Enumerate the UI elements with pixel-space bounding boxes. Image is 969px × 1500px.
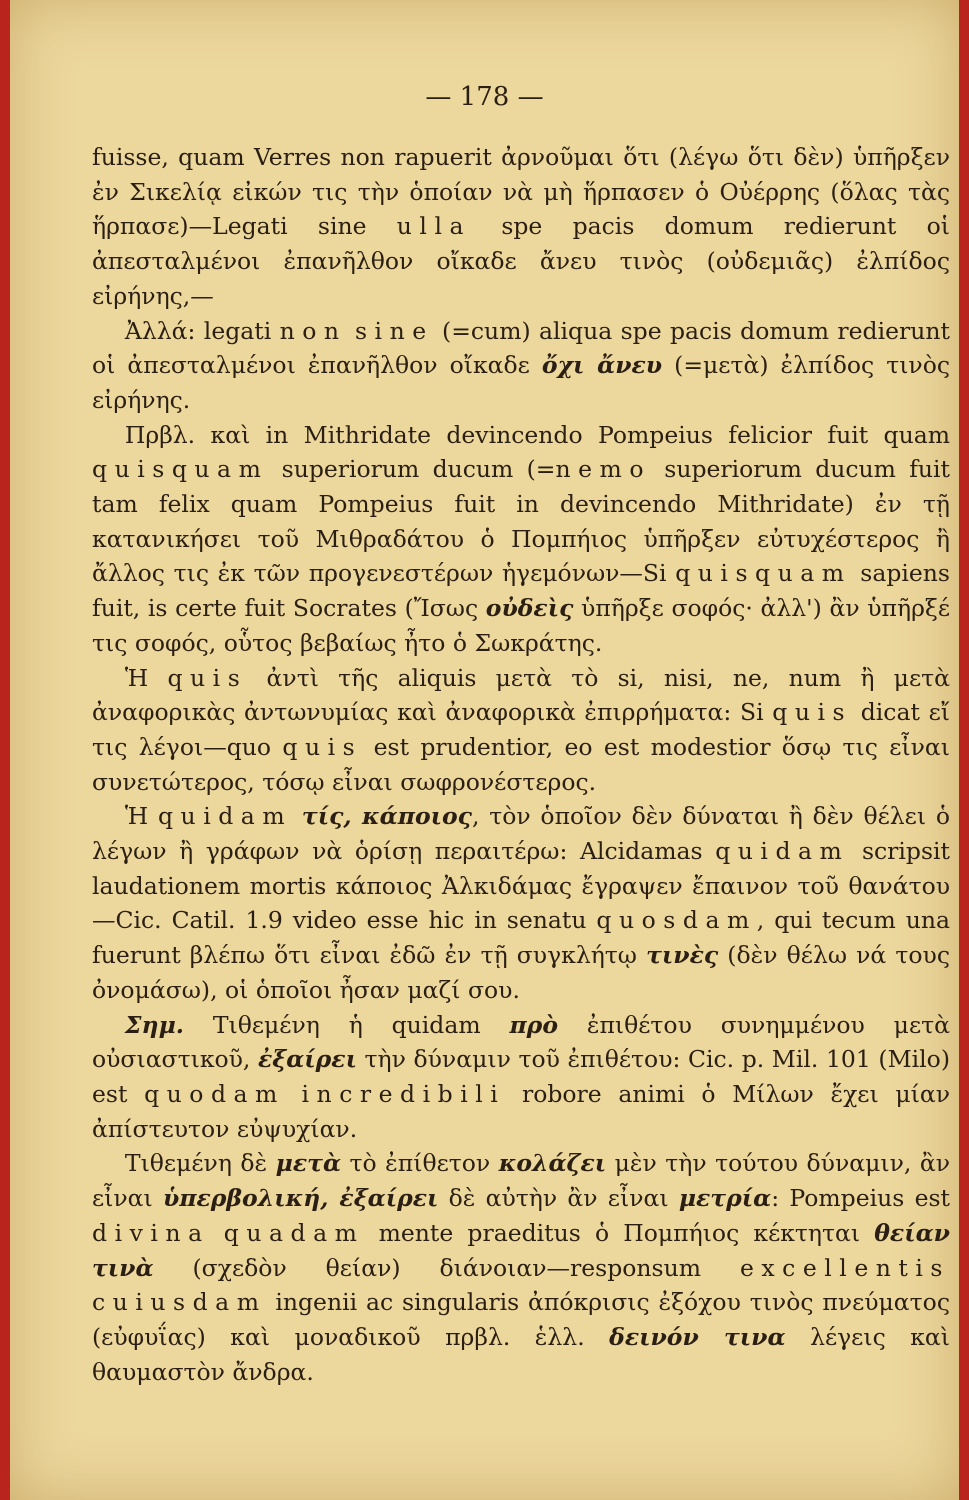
emphasized-greek-term: δεινόν τινα <box>609 1322 786 1351</box>
book-page <box>10 0 959 1500</box>
text-segment: τὴν δύναμιν τοῦ ἐπιθέτου: Cic. p. Mil. 101 (Milo) est <box>92 1045 950 1108</box>
emphasized-greek-term: κολάζει <box>498 1149 607 1178</box>
spaced-latin-term: excellentis <box>739 1253 950 1282</box>
text-segment: sapiens fuit, is certe fuit Socrates (Ἴσως <box>92 559 950 623</box>
spaced-latin-term: quodam <box>144 1079 285 1108</box>
spaced-latin-term: non <box>279 316 347 345</box>
spaced-latin-term: quidam <box>157 802 293 831</box>
spaced-latin-term: cuiusdam <box>92 1288 267 1317</box>
paragraph <box>92 1008 950 1147</box>
text-segment: superiorum ducum (= <box>268 455 556 484</box>
spaced-latin-term: divina <box>92 1218 210 1247</box>
emphasized-greek-term: μετὰ <box>275 1149 342 1178</box>
spaced-latin-term: quisquam <box>675 559 852 588</box>
paragraph <box>92 661 950 800</box>
emphasized-greek-term: τίς, κάποιος <box>301 802 472 831</box>
page-number: — 178 — <box>425 82 544 112</box>
spaced-latin-term: quis <box>772 698 853 727</box>
text-segment: ἐπιθέτου συνημμένου μετὰ οὐσιαστικοῦ, <box>92 1010 950 1074</box>
text-segment: (δὲν θέλω νά τους ὀνομάσω), οἱ ὁποῖοι ἦσαν μαζί σου. <box>92 941 950 1004</box>
paragraph <box>92 799 950 1007</box>
emphasized-greek-term: τινὲς <box>646 941 719 970</box>
spaced-latin-term: quis <box>282 732 363 761</box>
text-segment: (σχεδὸν θείαν) διάνοιαν—responsum <box>153 1253 740 1282</box>
text-segment <box>285 1080 302 1108</box>
text-segment: ἀντὶ τῆς aliquis μετὰ τὸ si, nisi, ne, num ἢ μετὰ ἀναφορικὰς ἀντωνυμίας καὶ ἀναφορικὰ ἐπιρρήματα: Si <box>92 663 950 727</box>
text-segment: spe pacis domum redierunt οἱ ἀπεσταλμένοι ἐπανῆλθον οἴκαδε ἄνευ τινὸς (οὐδεμιᾶς) ἐλπίδος εἰρήνης,— <box>92 212 950 310</box>
text-segment: λέγεις καὶ θαυμαστὸν ἄνδρα. <box>92 1322 951 1386</box>
emphasized-greek-term: οὐδεὶς <box>485 594 574 623</box>
emphasized-greek-term: ὑπερβολική, ἐξαίρει <box>163 1184 439 1213</box>
text-segment <box>210 1219 224 1247</box>
text-segment: τὸ ἐπίθετον <box>341 1149 499 1178</box>
paragraph <box>92 1146 950 1389</box>
text-segment: (=cum) aliqua spe pacis domum redierunt οἱ ἀπεσταλμένοι ἐπανῆλθον οἴκαδε <box>92 316 950 380</box>
spaced-latin-term: sine <box>354 316 434 345</box>
text-segment: , τὸν ὁποῖον δὲν δύναται ἢ δὲν θέλει ὁ λέγων ἢ γράφων νὰ ὁρίσῃ περαιτέρω: Alcidamas <box>92 802 950 866</box>
paragraph <box>92 140 950 314</box>
spaced-latin-term: nemo <box>555 455 652 484</box>
text-segment: ὑπῆρξε σοφός· ἀλλ') ἂν ὑπῆρξέ τις σοφός, οὗτος βεβαίως ἦτο ὁ Σωκράτης. <box>92 594 951 657</box>
text-segment: (=μετὰ) ἐλπίδος τινὸς εἰρήνης. <box>92 351 950 414</box>
text-segment: superiorum ducum fuit tam felix quam Pompeius fuit in devincendo Mithridate) ἐν τῇ κατανικήσει τοῦ Μιθραδάτου ὁ Πομπήιος ὑπῆρξεν εὐτυχέστερος ἢ ἄλλος τις ἐκ τῶν προγενεστέρων ἡγεμόνων—Si <box>92 455 950 588</box>
text-segment: Ἀλλά: legati <box>124 316 280 345</box>
text-segment: Πρβλ. καὶ in Mithridate devincendo Pompeius felicior fuit quam <box>124 420 950 449</box>
spaced-latin-term: incredibili <box>301 1079 506 1108</box>
text-segment: Τιθεμένη ἡ quidam <box>183 1010 510 1039</box>
spaced-latin-term: ulla <box>396 212 472 241</box>
text-segment: μὲν τὴν τούτου δύναμιν, ἂν εἶναι <box>92 1149 950 1213</box>
text-segment: fuisse, quam Verres non rapuerit ἀρνοῦμαι ὅτι (λέγω ὅτι δὲν) ὑπῆρξεν ἐν Σικελίᾳ εἰκών τις τὴν ὁποίαν νὰ μὴ ἥρπασεν ὁ Οὐέρρης (ὅλας τὰς ἥρπασε)—Legati sine <box>92 143 950 241</box>
emphasized-greek-term: μετρία <box>678 1184 772 1213</box>
emphasized-greek-term: ὄχι ἄνευ <box>541 351 663 380</box>
emphasized-greek-term: θείαν τινὰ <box>92 1218 950 1282</box>
text-segment: robore animi ὁ Μίλων ἔχει μίαν ἀπίστευτον εὐψυχίαν. <box>92 1079 950 1143</box>
text-segment: δὲ αὐτὴν ἂν εἶναι <box>438 1184 679 1213</box>
text-segment: Ἡ <box>124 802 158 831</box>
text-segment <box>347 317 355 345</box>
paragraph <box>92 314 950 418</box>
spaced-latin-term: quidam <box>715 837 850 866</box>
text-segment: scripsit laudationem mortis κάποιος Ἀλκιδάμας ἔγραψεν ἔπαινον τοῦ θανάτου—Cic. Catil. 1.9 video esse hic in senatu <box>92 837 950 935</box>
text-segment: ingenii ac singularis ἀπόκρισις ἐξόχου τινὸς πνεύματος (εὐφυΐας) καὶ μοναδικοῦ πρβλ. ἑλλ. <box>92 1288 950 1351</box>
text-segment: mente praeditus ὁ Πομπήιος κέκτηται <box>364 1218 875 1247</box>
paragraph <box>92 418 950 661</box>
text-segment: : Pompeius est <box>771 1184 950 1213</box>
emphasized-greek-term: Σημ. <box>124 1010 184 1039</box>
emphasized-greek-term: πρὸ <box>509 1010 558 1039</box>
text-segment <box>292 802 302 830</box>
text-segment: dicat εἴ τις λέγοι—quo <box>92 698 950 761</box>
spaced-latin-term: quisquam <box>92 455 269 484</box>
emphasized-greek-term: ἐξαίρει <box>258 1045 357 1074</box>
text-segment: Τιθεμένη δὲ <box>124 1149 276 1178</box>
spaced-latin-term: quosdam <box>596 906 757 935</box>
spaced-latin-term: quis <box>167 663 248 692</box>
body-text <box>92 140 950 1389</box>
spaced-latin-term: quadam <box>223 1218 365 1247</box>
text-segment: est prudentior, eo est modestior ὅσῳ τις εἶναι συνετώτερος, τόσῳ εἶναι σωφρονέστερος. <box>92 732 950 796</box>
text-segment: , qui tecum una fuerunt βλέπω ὅτι εἶναι ἐδῶ ἐν τῇ συγκλήτῳ <box>92 906 950 970</box>
text-segment: Ἡ <box>124 663 168 692</box>
